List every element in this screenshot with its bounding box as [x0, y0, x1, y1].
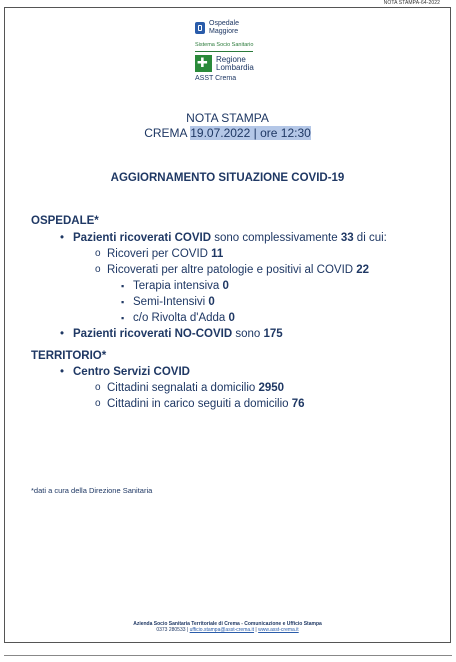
- time: ore 12:30: [260, 126, 311, 140]
- regione-line1: Regione: [216, 54, 246, 64]
- hospital-icon: [195, 22, 205, 34]
- footer-site-link[interactable]: www.asst-crema.it: [258, 627, 299, 633]
- list-item-ricoverati-altre: o Ricoverati per altre patologie e positivi al COVID 22: [107, 264, 369, 276]
- date-line: [5, 126, 450, 140]
- footnote: *dati a cura della Direzione Sanitaria: [31, 486, 153, 495]
- footer-phone: 0373 280533: [156, 627, 186, 633]
- asst-label: ASST Crema: [195, 75, 237, 82]
- document-page: [4, 7, 451, 643]
- list-item-semi-intensivi: ▪ Semi-Intensivi 0: [133, 296, 215, 308]
- place: CREMA: [144, 126, 187, 140]
- list-item-rivolta: ▪ c/o Rivolta d'Adda 0: [133, 312, 235, 324]
- list-item-terapia-intensiva: ▪ Terapia intensiva 0: [133, 280, 229, 292]
- list-item-centro-servizi: • Centro Servizi COVID: [73, 366, 190, 378]
- list-item-ricoveri-covid: o Ricoveri per COVID 11: [107, 248, 223, 260]
- territorio-heading: TERRITORIO*: [31, 350, 107, 362]
- document-kind: NOTA STAMPA: [186, 111, 269, 125]
- regione-lombardia-icon: [195, 55, 212, 72]
- footer: [5, 621, 450, 633]
- list-item-segnalati: o Cittadini segnalati a domicilio 2950: [107, 382, 284, 394]
- list-item-covid: • Pazienti ricoverati COVID sono complessivamente 33 di cui:: [73, 232, 387, 244]
- ospedale-line1: Ospedale: [209, 20, 239, 27]
- bottom-divider: [4, 655, 452, 656]
- sistema-label: Sistema Socio Sanitario: [195, 42, 254, 48]
- regione-line2: Lombardia: [216, 62, 254, 72]
- footer-email-link[interactable]: ufficio.stampa@asst-crema.it: [189, 627, 255, 633]
- ospedale-line2: Maggiore: [209, 28, 239, 35]
- regione-logo: [195, 55, 285, 72]
- ospedale-heading: OSPEDALE*: [31, 215, 99, 227]
- ospedale-logo: [195, 20, 285, 36]
- list-item-in-carico: o Cittadini in carico seguiti a domicilio 76: [107, 398, 305, 410]
- list-item-nocovid: • Pazienti ricoverati NO-COVID sono 175: [73, 328, 283, 340]
- page-title: AGGIORNAMENTO SITUAZIONE COVID-19: [110, 172, 345, 184]
- footer-line1: Azienda Socio Sanitaria Territoriale di Crema - Comunicazione e Ufficio Stampa: [133, 621, 322, 627]
- document-reference: NOTA STAMPA-64-2022: [383, 0, 440, 6]
- date-separator: |: [253, 126, 257, 140]
- date: 19.07.2022: [190, 126, 251, 140]
- logo-divider: [195, 51, 253, 52]
- logo: [195, 20, 285, 83]
- footer-line2: 0373 280533 | ufficio.stampa@asst-crema.it | www.asst-crema.it: [156, 627, 299, 633]
